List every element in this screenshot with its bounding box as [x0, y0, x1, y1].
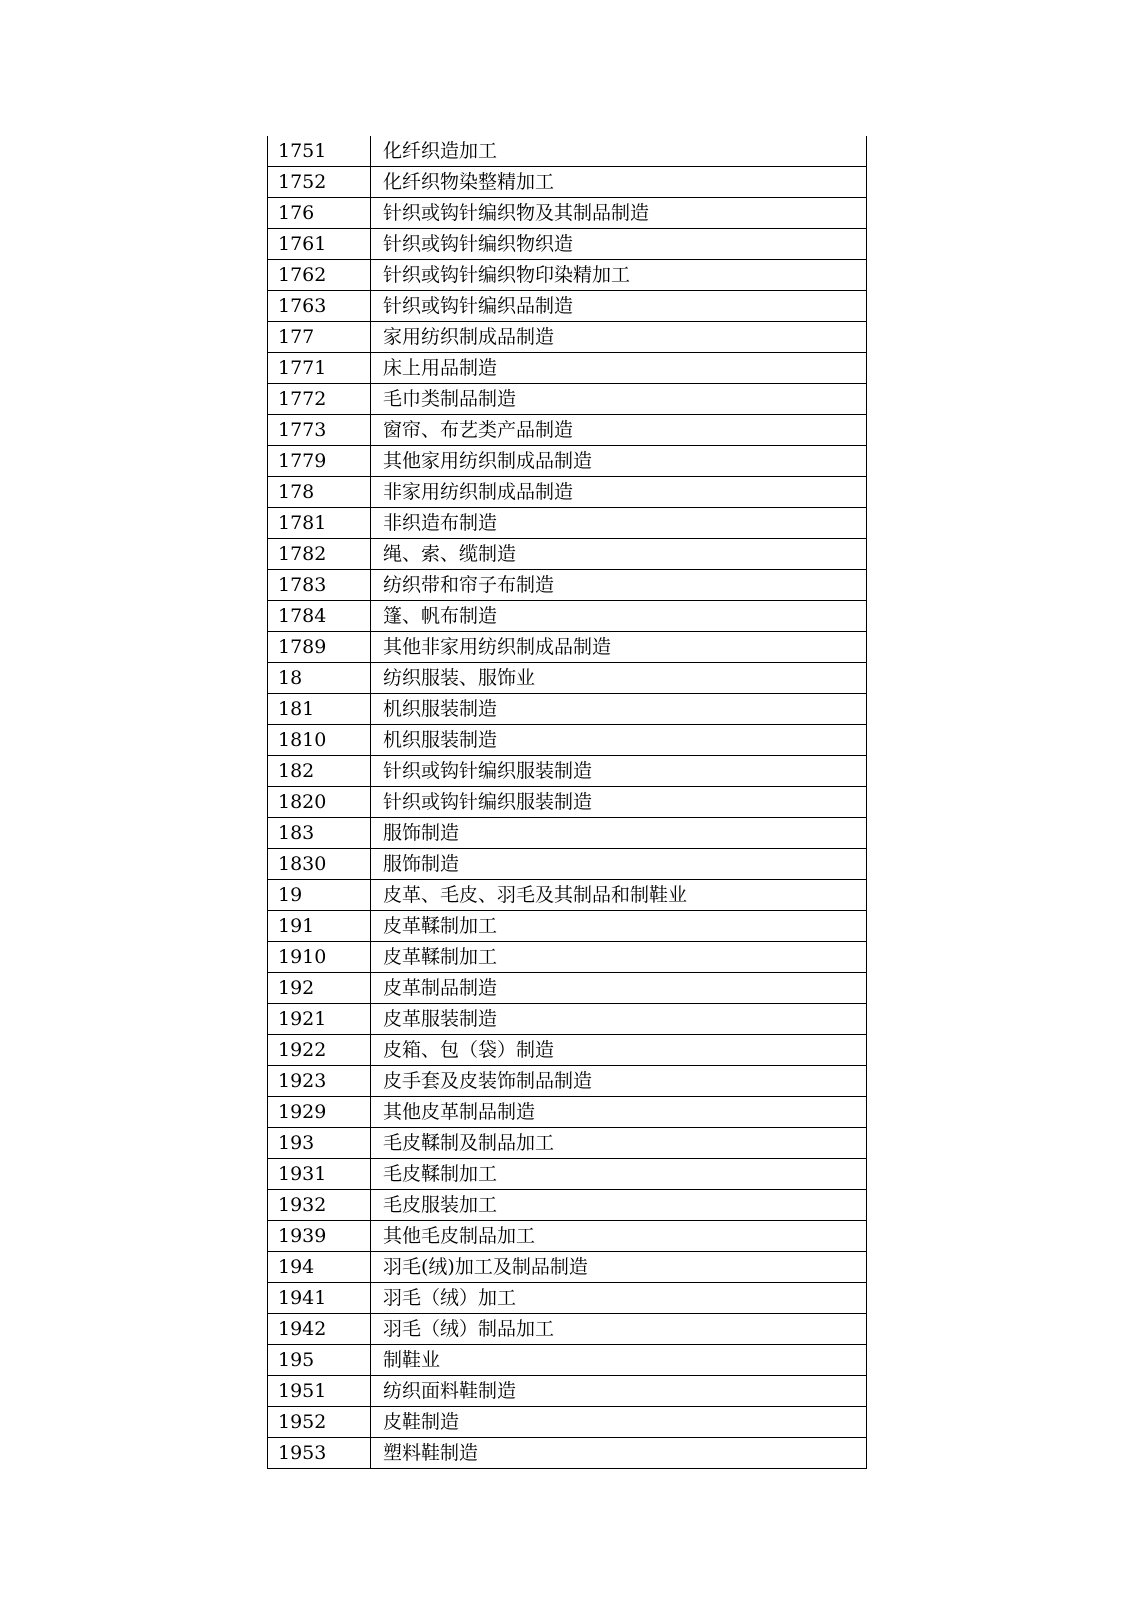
- industry-name-cell: 针织或钩针编织服装制造: [371, 787, 867, 818]
- industry-code-cell: 1910: [268, 942, 371, 973]
- table-row: [268, 725, 867, 756]
- industry-name-cell: 针织或钩针编织物及其制品制造: [371, 198, 867, 229]
- industry-name-cell: 针织或钩针编织物织造: [371, 229, 867, 260]
- industry-name-cell: 毛皮鞣制加工: [371, 1159, 867, 1190]
- industry-name-cell: 皮革服装制造: [371, 1004, 867, 1035]
- industry-name-cell: 针织或钩针编织服装制造: [371, 756, 867, 787]
- industry-code-cell: 1784: [268, 601, 371, 632]
- industry-code-cell: 177: [268, 322, 371, 353]
- industry-name-cell: 皮鞋制造: [371, 1407, 867, 1438]
- industry-code-cell: 1779: [268, 446, 371, 477]
- industry-name-cell: 皮革制品制造: [371, 973, 867, 1004]
- industry-name-cell: 服饰制造: [371, 849, 867, 880]
- table-row: [268, 167, 867, 198]
- industry-code-cell: 1761: [268, 229, 371, 260]
- table-row: [268, 601, 867, 632]
- table-row: [268, 1314, 867, 1345]
- industry-name-cell: 窗帘、布艺类产品制造: [371, 415, 867, 446]
- industry-name-cell: 制鞋业: [371, 1345, 867, 1376]
- industry-code-cell: 1952: [268, 1407, 371, 1438]
- industry-code-cell: 1941: [268, 1283, 371, 1314]
- table-row: [268, 353, 867, 384]
- industry-code-cell: 1929: [268, 1097, 371, 1128]
- industry-name-cell: 服饰制造: [371, 818, 867, 849]
- industry-code-cell: 176: [268, 198, 371, 229]
- industry-name-cell: 化纤织物染整精加工: [371, 167, 867, 198]
- table-row: [268, 1345, 867, 1376]
- table-row: [268, 1252, 867, 1283]
- industry-name-cell: 针织或钩针编织品制造: [371, 291, 867, 322]
- table-row: [268, 632, 867, 663]
- industry-code-cell: 1772: [268, 384, 371, 415]
- table-row: [268, 818, 867, 849]
- table-row: [268, 911, 867, 942]
- industry-name-cell: 针织或钩针编织物印染精加工: [371, 260, 867, 291]
- table-row: [268, 756, 867, 787]
- table-row: [268, 229, 867, 260]
- table-row: [268, 1066, 867, 1097]
- table-row: [268, 322, 867, 353]
- industry-code-cell: 1921: [268, 1004, 371, 1035]
- industry-code-cell: 1951: [268, 1376, 371, 1407]
- table-row: [268, 1128, 867, 1159]
- table-row: [268, 1004, 867, 1035]
- industry-name-cell: 机织服装制造: [371, 694, 867, 725]
- industry-code-cell: 1923: [268, 1066, 371, 1097]
- industry-code-cell: 182: [268, 756, 371, 787]
- table-row: [268, 1376, 867, 1407]
- industry-code-cell: 1953: [268, 1438, 371, 1469]
- table-row: [268, 508, 867, 539]
- industry-name-cell: 羽毛（绒）加工: [371, 1283, 867, 1314]
- industry-name-cell: 非织造布制造: [371, 508, 867, 539]
- industry-name-cell: 羽毛(绒)加工及制品制造: [371, 1252, 867, 1283]
- table-row: [268, 415, 867, 446]
- industry-code-cell: 1931: [268, 1159, 371, 1190]
- industry-name-cell: 其他毛皮制品加工: [371, 1221, 867, 1252]
- industry-name-cell: 家用纺织制成品制造: [371, 322, 867, 353]
- industry-code-cell: 1942: [268, 1314, 371, 1345]
- industry-code-cell: 195: [268, 1345, 371, 1376]
- industry-code-cell: 183: [268, 818, 371, 849]
- industry-name-cell: 纺织服装、服饰业: [371, 663, 867, 694]
- table-row: [268, 880, 867, 911]
- industry-name-cell: 绳、索、缆制造: [371, 539, 867, 570]
- table-row: [268, 198, 867, 229]
- industry-code-cell: 19: [268, 880, 371, 911]
- industry-code-cell: 18: [268, 663, 371, 694]
- industry-code-cell: 181: [268, 694, 371, 725]
- table-row: [268, 384, 867, 415]
- industry-code-cell: 1783: [268, 570, 371, 601]
- industry-name-cell: 毛皮鞣制及制品加工: [371, 1128, 867, 1159]
- table-row: [268, 477, 867, 508]
- industry-code-cell: 1762: [268, 260, 371, 291]
- industry-code-cell: 1781: [268, 508, 371, 539]
- industry-name-cell: 皮革鞣制加工: [371, 942, 867, 973]
- industry-name-cell: 纺织带和帘子布制造: [371, 570, 867, 601]
- industry-name-cell: 床上用品制造: [371, 353, 867, 384]
- industry-name-cell: 非家用纺织制成品制造: [371, 477, 867, 508]
- industry-code-cell: 1789: [268, 632, 371, 663]
- industry-code-cell: 192: [268, 973, 371, 1004]
- table-row: [268, 136, 867, 167]
- industry-code-cell: 1932: [268, 1190, 371, 1221]
- industry-code-cell: 1763: [268, 291, 371, 322]
- industry-name-cell: 其他皮革制品制造: [371, 1097, 867, 1128]
- industry-name-cell: 羽毛（绒）制品加工: [371, 1314, 867, 1345]
- industry-code-cell: 1820: [268, 787, 371, 818]
- table-row: [268, 260, 867, 291]
- industry-code-cell: 1752: [268, 167, 371, 198]
- industry-code-table: [267, 136, 867, 1469]
- table-row: [268, 1159, 867, 1190]
- industry-name-cell: 皮革、毛皮、羽毛及其制品和制鞋业: [371, 880, 867, 911]
- table-row: [268, 849, 867, 880]
- table-row: [268, 973, 867, 1004]
- table-row: [268, 291, 867, 322]
- industry-code-cell: 1939: [268, 1221, 371, 1252]
- table-row: [268, 1035, 867, 1066]
- industry-name-cell: 其他非家用纺织制成品制造: [371, 632, 867, 663]
- table-row: [268, 1283, 867, 1314]
- industry-code-cell: 1773: [268, 415, 371, 446]
- table-body: [268, 136, 867, 1469]
- industry-name-cell: 皮革鞣制加工: [371, 911, 867, 942]
- industry-name-cell: 塑料鞋制造: [371, 1438, 867, 1469]
- industry-name-cell: 毛皮服装加工: [371, 1190, 867, 1221]
- table-row: [268, 446, 867, 477]
- industry-name-cell: 篷、帆布制造: [371, 601, 867, 632]
- table-row: [268, 539, 867, 570]
- industry-code-cell: 1830: [268, 849, 371, 880]
- industry-code-cell: 1810: [268, 725, 371, 756]
- table-row: [268, 694, 867, 725]
- table-row: [268, 787, 867, 818]
- table-row: [268, 663, 867, 694]
- industry-code-cell: 1782: [268, 539, 371, 570]
- industry-name-cell: 皮手套及皮装饰制品制造: [371, 1066, 867, 1097]
- table-row: [268, 570, 867, 601]
- industry-code-cell: 1922: [268, 1035, 371, 1066]
- table-row: [268, 942, 867, 973]
- industry-name-cell: 纺织面料鞋制造: [371, 1376, 867, 1407]
- table-row: [268, 1407, 867, 1438]
- table-row: [268, 1097, 867, 1128]
- industry-name-cell: 化纤织造加工: [371, 136, 867, 167]
- industry-code-cell: 194: [268, 1252, 371, 1283]
- industry-code-cell: 1771: [268, 353, 371, 384]
- industry-code-cell: 191: [268, 911, 371, 942]
- industry-name-cell: 机织服装制造: [371, 725, 867, 756]
- industry-code-cell: 178: [268, 477, 371, 508]
- table-row: [268, 1438, 867, 1469]
- industry-name-cell: 其他家用纺织制成品制造: [371, 446, 867, 477]
- industry-name-cell: 毛巾类制品制造: [371, 384, 867, 415]
- industry-code-cell: 1751: [268, 136, 371, 167]
- table-row: [268, 1190, 867, 1221]
- table-row: [268, 1221, 867, 1252]
- industry-code-cell: 193: [268, 1128, 371, 1159]
- industry-name-cell: 皮箱、包（袋）制造: [371, 1035, 867, 1066]
